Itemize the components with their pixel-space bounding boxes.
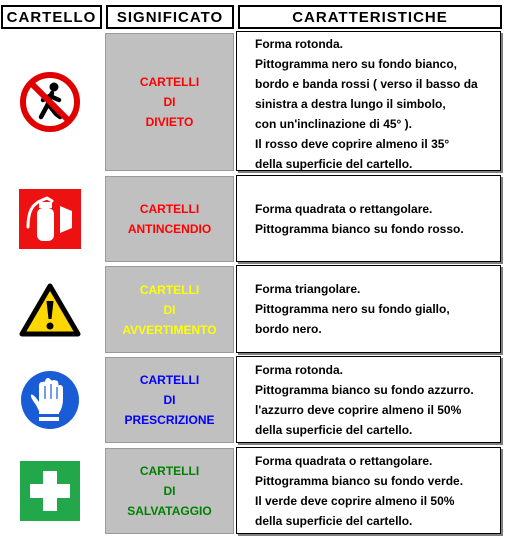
- significato-line: PRESCRIZIONE: [124, 413, 215, 427]
- significato-divieto: [105, 33, 234, 171]
- caratteristiche-line: Il rosso deve coprire almeno il 35°: [255, 137, 450, 151]
- significato-line: SALVATAGGIO: [127, 504, 212, 518]
- caratteristiche-antincendio: [236, 175, 501, 262]
- significato-line: CARTELLI: [139, 464, 200, 478]
- caratteristiche-line: Forma rotonda.: [255, 362, 344, 377]
- symbol-prescrizione: [0, 357, 100, 443]
- caratteristiche-line: Il verde deve coprire almeno il 50%: [255, 493, 455, 508]
- fire-extinguisher-icon: [19, 189, 81, 249]
- caratteristiche-line: della superficie del cartello.: [255, 422, 413, 437]
- significato-line: DI: [163, 302, 176, 317]
- caratteristiche-line: Pittogramma nero su fondo giallo,: [255, 302, 450, 316]
- significato-line: ANTINCENDIO: [127, 222, 212, 236]
- no-entry-pedestrian-icon: [18, 70, 82, 134]
- caratteristiche-line: Forma quadrata o rettangolare.: [255, 201, 433, 216]
- significato-line: DI: [163, 393, 176, 407]
- header-caratteristiche: CARATTERISTICHE: [238, 5, 502, 29]
- caratteristiche-divieto: [236, 31, 501, 171]
- symbol-avvertimento: [0, 266, 100, 353]
- caratteristiche-line: Pittogramma bianco su fondo verde.: [255, 473, 464, 488]
- caratteristiche-line: con un'inclinazione di 45° ).: [255, 117, 413, 131]
- caratteristiche-line: sinistra a destra lungo il simbolo,: [255, 97, 446, 111]
- caratteristiche-line: bordo nero.: [255, 322, 322, 336]
- significato-antincendio: [105, 176, 234, 262]
- significato-line: CARTELLI: [139, 75, 200, 89]
- caratteristiche-line: Forma quadrata o rettangolare.: [255, 453, 433, 468]
- caratteristiche-line: Pittogramma nero su fondo bianco,: [255, 57, 458, 71]
- caratteristiche-prescrizione: [236, 356, 501, 443]
- caratteristiche-line: l'azzurro deve coprire almeno il 50%: [255, 402, 462, 417]
- significato-salvataggio: [105, 448, 234, 534]
- caratteristiche-line: Forma triangolare.: [255, 282, 361, 296]
- significato-prescrizione: [105, 357, 234, 443]
- caratteristiche-avvertimento: [236, 265, 501, 353]
- significato-avvertimento: [105, 266, 234, 353]
- caratteristiche-line: Pittogramma bianco su fondo rosso.: [255, 221, 464, 236]
- significato-line: DIVIETO: [145, 115, 194, 129]
- significato-line: CARTELLI: [139, 202, 200, 216]
- header-significato: SIGNIFICATO: [106, 5, 234, 29]
- significato-line: CARTELLI: [139, 373, 200, 387]
- warning-triangle-icon: [19, 282, 81, 338]
- caratteristiche-line: della superficie del cartello.: [255, 513, 413, 528]
- significato-line: CARTELLI: [139, 282, 200, 297]
- symbol-salvataggio: [0, 448, 100, 534]
- significato-line: DI: [163, 484, 176, 498]
- caratteristiche-line: Pittogramma bianco su fondo azzurro.: [255, 382, 474, 397]
- first-aid-cross-icon: [20, 461, 80, 521]
- significato-line: AVVERTIMENTO: [122, 322, 217, 337]
- caratteristiche-line: della superficie del cartello.: [255, 157, 413, 171]
- caratteristiche-line: Forma rotonda.: [255, 37, 344, 51]
- significato-line: DI: [163, 95, 176, 109]
- caratteristiche-line: bordo e banda rossi ( verso il basso da: [255, 77, 478, 91]
- protective-glove-icon: [19, 369, 81, 431]
- header-cartello: CARTELLO: [1, 5, 102, 29]
- symbol-divieto: [0, 33, 100, 171]
- symbol-antincendio: [0, 176, 100, 262]
- caratteristiche-salvataggio: [236, 447, 501, 534]
